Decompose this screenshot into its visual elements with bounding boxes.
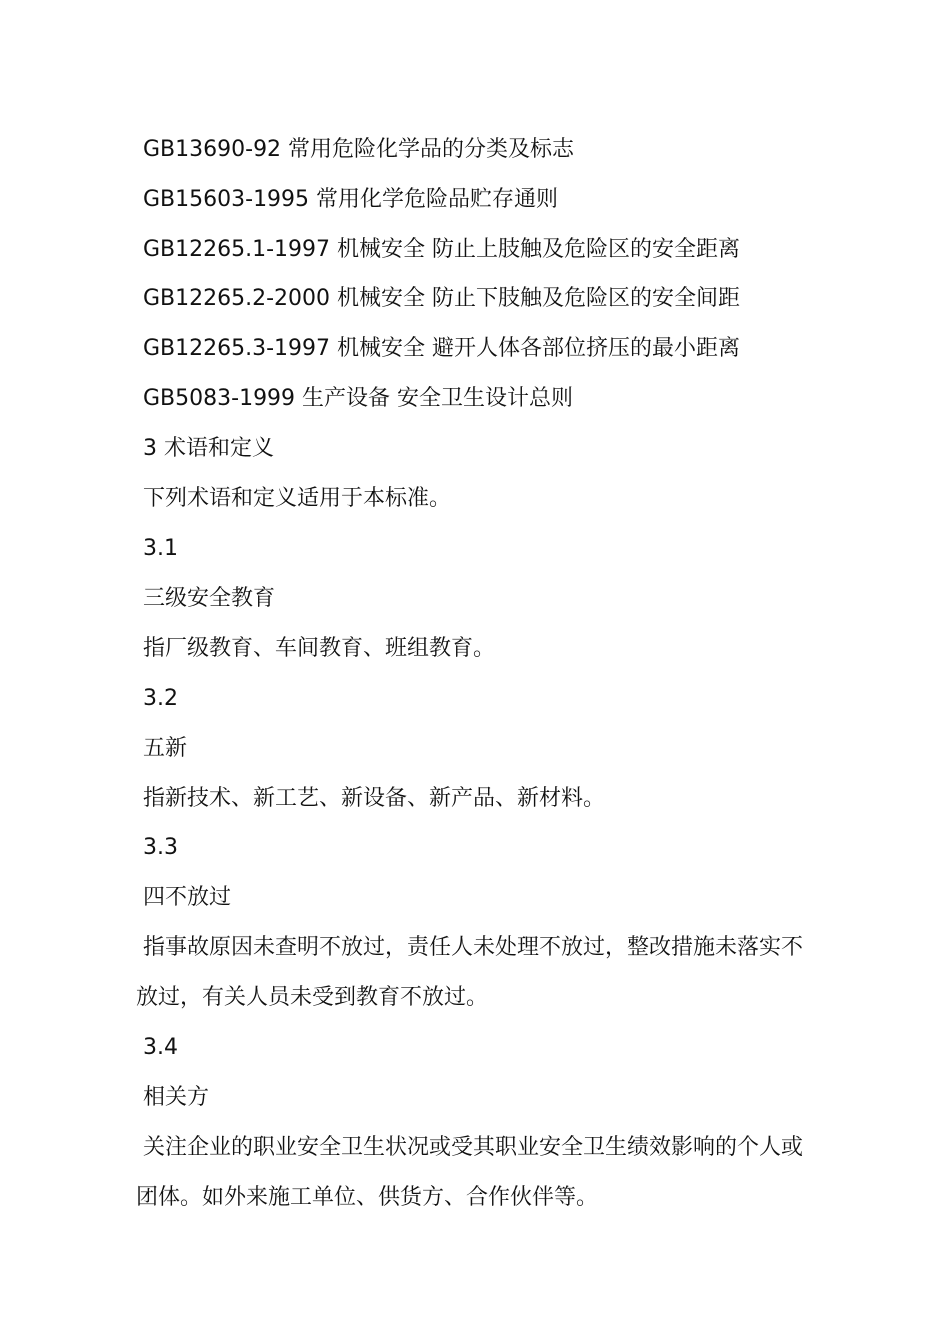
section-heading-terms: 3 术语和定义 (143, 436, 274, 461)
term-definition-3-4-line1: 关注企业的职业安全卫生状况或受其职业安全卫生绩效影响的个人或 (143, 1135, 804, 1160)
section-intro: 下列术语和定义适用于本标准。 (143, 486, 452, 511)
term-definition-3-3-line2: 放过，有关人员未受到教育不放过。 (136, 985, 489, 1010)
term-number-3-1: 3.1 (143, 536, 178, 561)
standard-ref-gb12265-2: GB12265.2-2000 机械安全 防止下肢触及危险区的安全间距 (143, 286, 741, 311)
standard-ref-gb12265-3: GB12265.3-1997 机械安全 避开人体各部位挤压的最小距离 (143, 336, 741, 361)
standard-ref-gb12265-1: GB12265.1-1997 机械安全 防止上肢触及危险区的安全距离 (143, 237, 741, 262)
term-definition-3-2: 指新技术、新工艺、新设备、新产品、新材料。 (143, 786, 606, 811)
term-title-3-3: 四不放过 (143, 885, 232, 910)
term-title-3-1: 三级安全教育 (143, 586, 276, 611)
term-definition-3-4-line2: 团体。如外来施工单位、供货方、合作伙伴等。 (136, 1185, 599, 1210)
standard-ref-gb5083: GB5083-1999 生产设备 安全卫生设计总则 (143, 386, 574, 411)
term-number-3-2: 3.2 (143, 686, 178, 711)
standard-ref-gb15603: GB15603-1995 常用化学危险品贮存通则 (143, 187, 559, 212)
term-title-3-2: 五新 (143, 736, 188, 761)
term-number-3-4: 3.4 (143, 1035, 178, 1060)
term-definition-3-3-line1: 指事故原因未查明不放过，责任人未处理不放过，整改措施未落实不 (143, 935, 804, 960)
term-number-3-3: 3.3 (143, 835, 178, 860)
term-definition-3-1: 指厂级教育、车间教育、班组教育。 (143, 636, 496, 661)
standard-ref-gb13690: GB13690-92 常用危险化学品的分类及标志 (143, 137, 575, 162)
term-title-3-4: 相关方 (143, 1085, 210, 1110)
